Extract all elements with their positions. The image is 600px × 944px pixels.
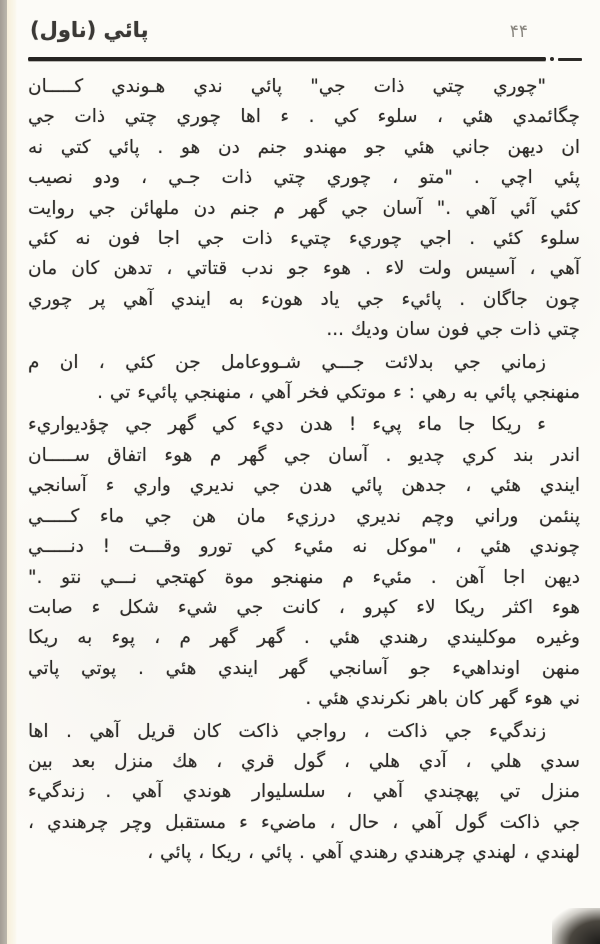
text-line: "چوري چتي ذات جي" پائي ندي هـوندي كـــــان [28, 76, 546, 97]
text-line: سدي هلي ، آدي هلي ، گول قري ، هك منزل بعد بين [28, 750, 580, 772]
text-line: جي ذاكت گول آهي ، حال ، ماضيء ء مستقبل وچر چرهندي ، [28, 811, 580, 833]
text-line: چون جاگان . پائيء جي ياد هونء به ايندي آهي پر چوري [28, 288, 580, 310]
paragraph [28, 348, 580, 409]
text-line: منهنجي پائي به رهي : ء موتكي فخر آهي ، منهنجي پائيء تي . [97, 382, 580, 404]
scan-edge-cream [7, 0, 17, 944]
text-line: سلوء كئي . اجي چوريء چتيء ذات جي اجا فون نه كئي [28, 228, 580, 250]
text-line: چگائمدي هئي ، سلوء كي . ء اها چوري چتي ذات جي [28, 106, 580, 128]
paragraph [28, 717, 580, 869]
rule-dot [550, 57, 554, 61]
paragraph [28, 72, 580, 346]
text-line: منهن اونداهيء جو آسانجي گهر ايندي هئي . پوتي پاتي [28, 657, 580, 679]
text-line: منزل تي پهچندي آهي ، سلسليوار هوندي آهي . زندگيء [28, 781, 580, 803]
text-line: چوندي هئي ، "موكل نه مئيء كي تورو وقـــت ! دنـــــي [28, 536, 580, 558]
text-line: ني هوء گهر كان باهر نكرندي هئي . [305, 688, 580, 710]
rule-bar [28, 57, 546, 61]
text-line: هوء اكثر ريكا لاء كپرو ، كانت جي شيء شكل ء صابت [28, 596, 580, 618]
text-line: چتي ذات جي فون سان وديك ... [326, 319, 580, 341]
page-title: پائي (ناول) [30, 18, 149, 42]
rule-dash [558, 58, 582, 61]
header-rule [28, 57, 582, 61]
text-line: پنئمن وراني وچم نديري درزيء مان هن جي ماء كـــــي [28, 505, 580, 527]
page-number: ۴۴ [509, 21, 528, 43]
text-line: زندگيء جي ذاكت ، رواجي ذاكت كان قريل آهي . اها [28, 720, 546, 742]
paragraph [28, 410, 580, 714]
text-line: پئي اچي . "متو ، چوري چتي ذات جـي ، ودو نصيب [28, 167, 580, 189]
text-line: وغيره موكليندي رهندي هئي . گهر گهر م ، پوء به ريكا [28, 627, 580, 649]
page-body [28, 72, 580, 871]
text-line: ديهن اجا آهن . مئيء م منهنجو موة كهتجي نـــي نتو ." [28, 566, 580, 588]
text-line: ايندي هئي ، جدهن پائي هدن جي نديري واري ء آسانجي [28, 475, 580, 497]
text-line: كئي آئي آهي ." آسان جي گهر م جنم دن ملهائن جي روايت [28, 197, 580, 219]
text-line: لهندي ، لهندي چرهندي رهندي آهي . پائي ، ريكا ، پائي ، [147, 842, 580, 864]
text-line: آهي ، آسيس ولت لاء . هوء جو ندب قتاتي ، تدهن كان مان [28, 258, 580, 280]
text-line: ان ديهن جاني هئي جو مهندو جنم دن هو . پائي كتي نه [28, 136, 580, 158]
text-line: ء ريكا جا ماء پيء ! هدن ديء كي گهر جي چؤديواريء [28, 414, 546, 436]
corner-smudge [552, 908, 600, 944]
scan-edge-left [0, 0, 7, 944]
page-header [28, 16, 580, 50]
text-line: اندر بند كري چديو . آسان جي گهر م هوء اتفاق ســـــان [28, 444, 580, 466]
text-line: زماني جي بدلائت جـــي شـووعامل جن كئي ، ان م [28, 351, 546, 373]
